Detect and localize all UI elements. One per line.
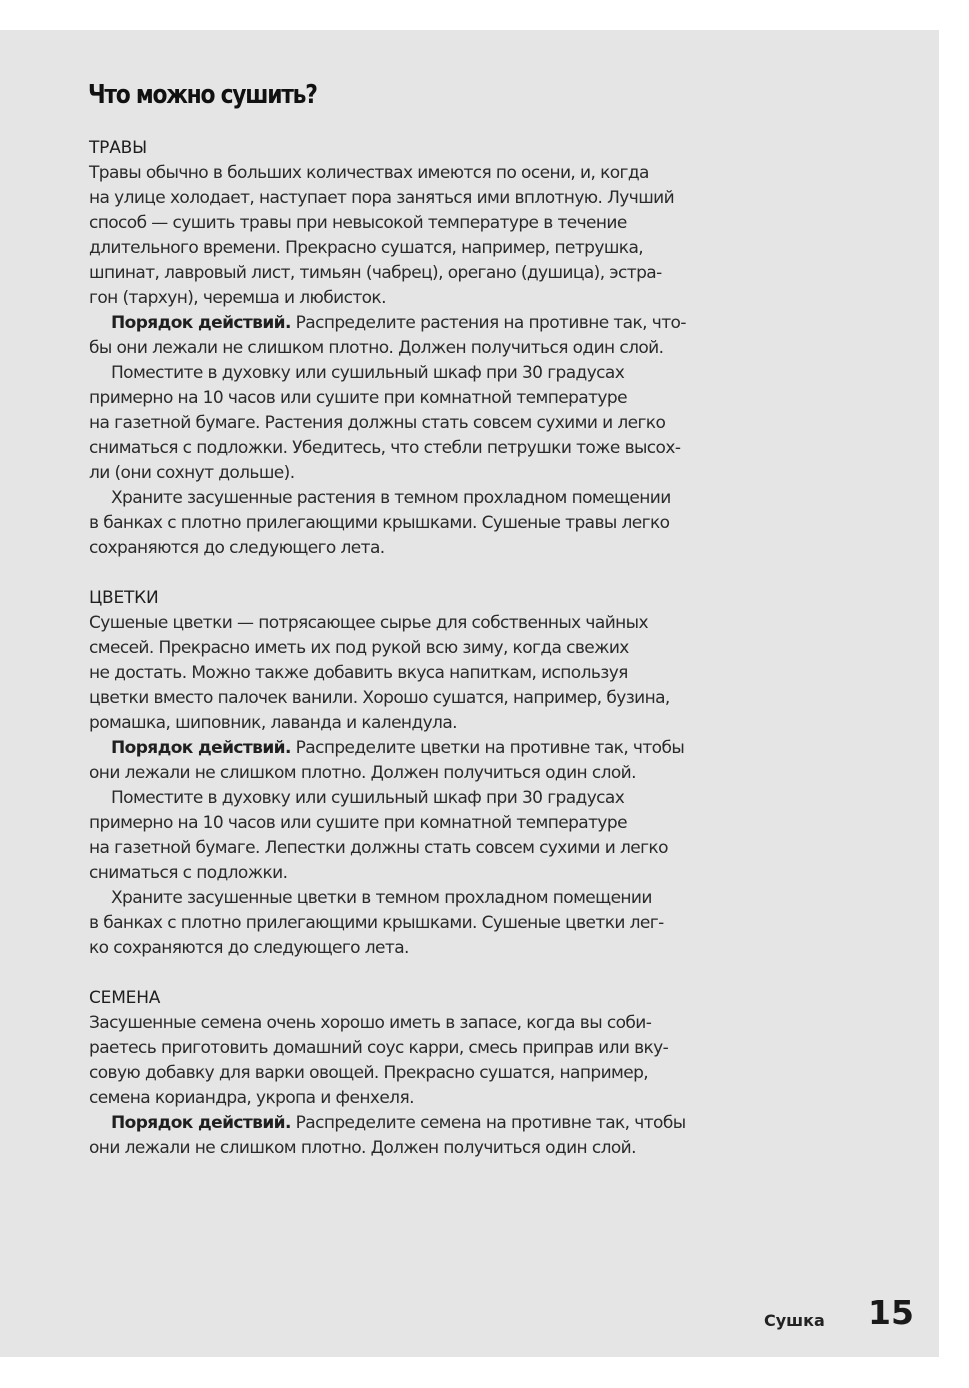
text-line: на газетной бумаге. Растения должны стать совсем сухими и легко <box>89 413 666 433</box>
page-content <box>89 136 689 1186</box>
text-line: сниматься с подложки. Убедитесь, что стебли петрушки тоже высох- <box>89 438 681 458</box>
page-title: Что можно сушить? <box>88 80 317 110</box>
text-line: сниматься с подложки. <box>89 863 288 883</box>
text-line: бы они лежали не слишком плотно. Должен получиться один слой. <box>89 338 664 358</box>
text-line: в банках с плотно прилегающими крышками. Сушеные травы легко <box>89 513 670 533</box>
procedure-label: Порядок действий. <box>111 313 291 333</box>
section-flowers <box>89 586 689 961</box>
text-line: ко сохраняются до следующего лета. <box>89 938 409 958</box>
text-line: ромашка, шиповник, лаванда и календула. <box>89 713 457 733</box>
procedure-label: Порядок действий. <box>111 1113 291 1133</box>
text-line: цветки вместо палочек ванили. Хорошо сушатся, например, бузина, <box>89 688 670 708</box>
text-line: семена кориандра, укропа и фенхеля. <box>89 1088 414 1108</box>
text-line: на улице холодает, наступает пора заняться ими вплотную. Лучший <box>89 188 675 208</box>
text-line: не достать. Можно также добавить вкуса напиткам, используя <box>89 663 628 683</box>
text-line: на газетной бумаге. Лепестки должны стать совсем сухими и легко <box>89 838 668 858</box>
text-line: смесей. Прекрасно иметь их под рукой всю зиму, когда свежих <box>89 638 629 658</box>
text-line: Поместите в духовку или сушильный шкаф при 30 градусах <box>111 363 625 383</box>
section-heading: СЕМЕНА <box>89 988 161 1008</box>
procedure-text: Распределите цветки на противне так, чтобы <box>290 738 685 758</box>
section-heading: ТРАВЫ <box>89 138 147 158</box>
section-seeds <box>89 986 689 1161</box>
text-line: раетесь приготовить домашний соус карри, смесь приправ или вку- <box>89 1038 669 1058</box>
text-line: длительного времени. Прекрасно сушатся, например, петрушка, <box>89 238 644 258</box>
text-line: гон (тархун), черемша и любисток. <box>89 288 386 308</box>
text-line: сохраняются до следующего лета. <box>89 538 385 558</box>
text-line: в банках с плотно прилегающими крышками. Сушеные цветки лег- <box>89 913 664 933</box>
text-line: примерно на 10 часов или сушите при комнатной температуре <box>89 388 627 408</box>
procedure-label: Порядок действий. <box>111 738 291 758</box>
text-line: Храните засушенные цветки в темном прохладном помещении <box>111 888 652 908</box>
text-line: шпинат, лавровый лист, тимьян (чабрец), орегано (душица), эстра- <box>89 263 662 283</box>
text-line: Поместите в духовку или сушильный шкаф при 30 градусах <box>111 788 625 808</box>
text-line: Сушеные цветки — потрясающее сырье для собственных чайных <box>89 613 648 633</box>
text-line: они лежали не слишком плотно. Должен получиться один слой. <box>89 1138 636 1158</box>
text-line: Засушенные семена очень хорошо иметь в запасе, когда вы соби- <box>89 1013 652 1033</box>
text-line: примерно на 10 часов или сушите при комнатной температуре <box>89 813 627 833</box>
footer-section-label: Сушка <box>764 1311 825 1330</box>
text-line: совую добавку для варки овощей. Прекрасно сушатся, например, <box>89 1063 649 1083</box>
procedure-line <box>89 736 689 761</box>
text-line: Травы обычно в больших количествах имеются по осени, и, когда <box>89 163 649 183</box>
text-line: ли (они сохнут дольше). <box>89 463 295 483</box>
procedure-text: Распределите семена на противне так, чтобы <box>290 1113 686 1133</box>
text-line: способ — сушить травы при невысокой температуре в течение <box>89 213 627 233</box>
procedure-text: Распределите растения на противне так, что- <box>290 313 686 333</box>
text-line: Храните засушенные растения в темном прохладном помещении <box>111 488 671 508</box>
text-line: они лежали не слишком плотно. Должен получиться один слой. <box>89 763 636 783</box>
section-heading: ЦВЕТКИ <box>89 588 159 608</box>
procedure-line <box>89 311 689 336</box>
page-number: 15 <box>868 1293 914 1332</box>
section-herbs <box>89 136 689 561</box>
procedure-line <box>89 1111 689 1136</box>
